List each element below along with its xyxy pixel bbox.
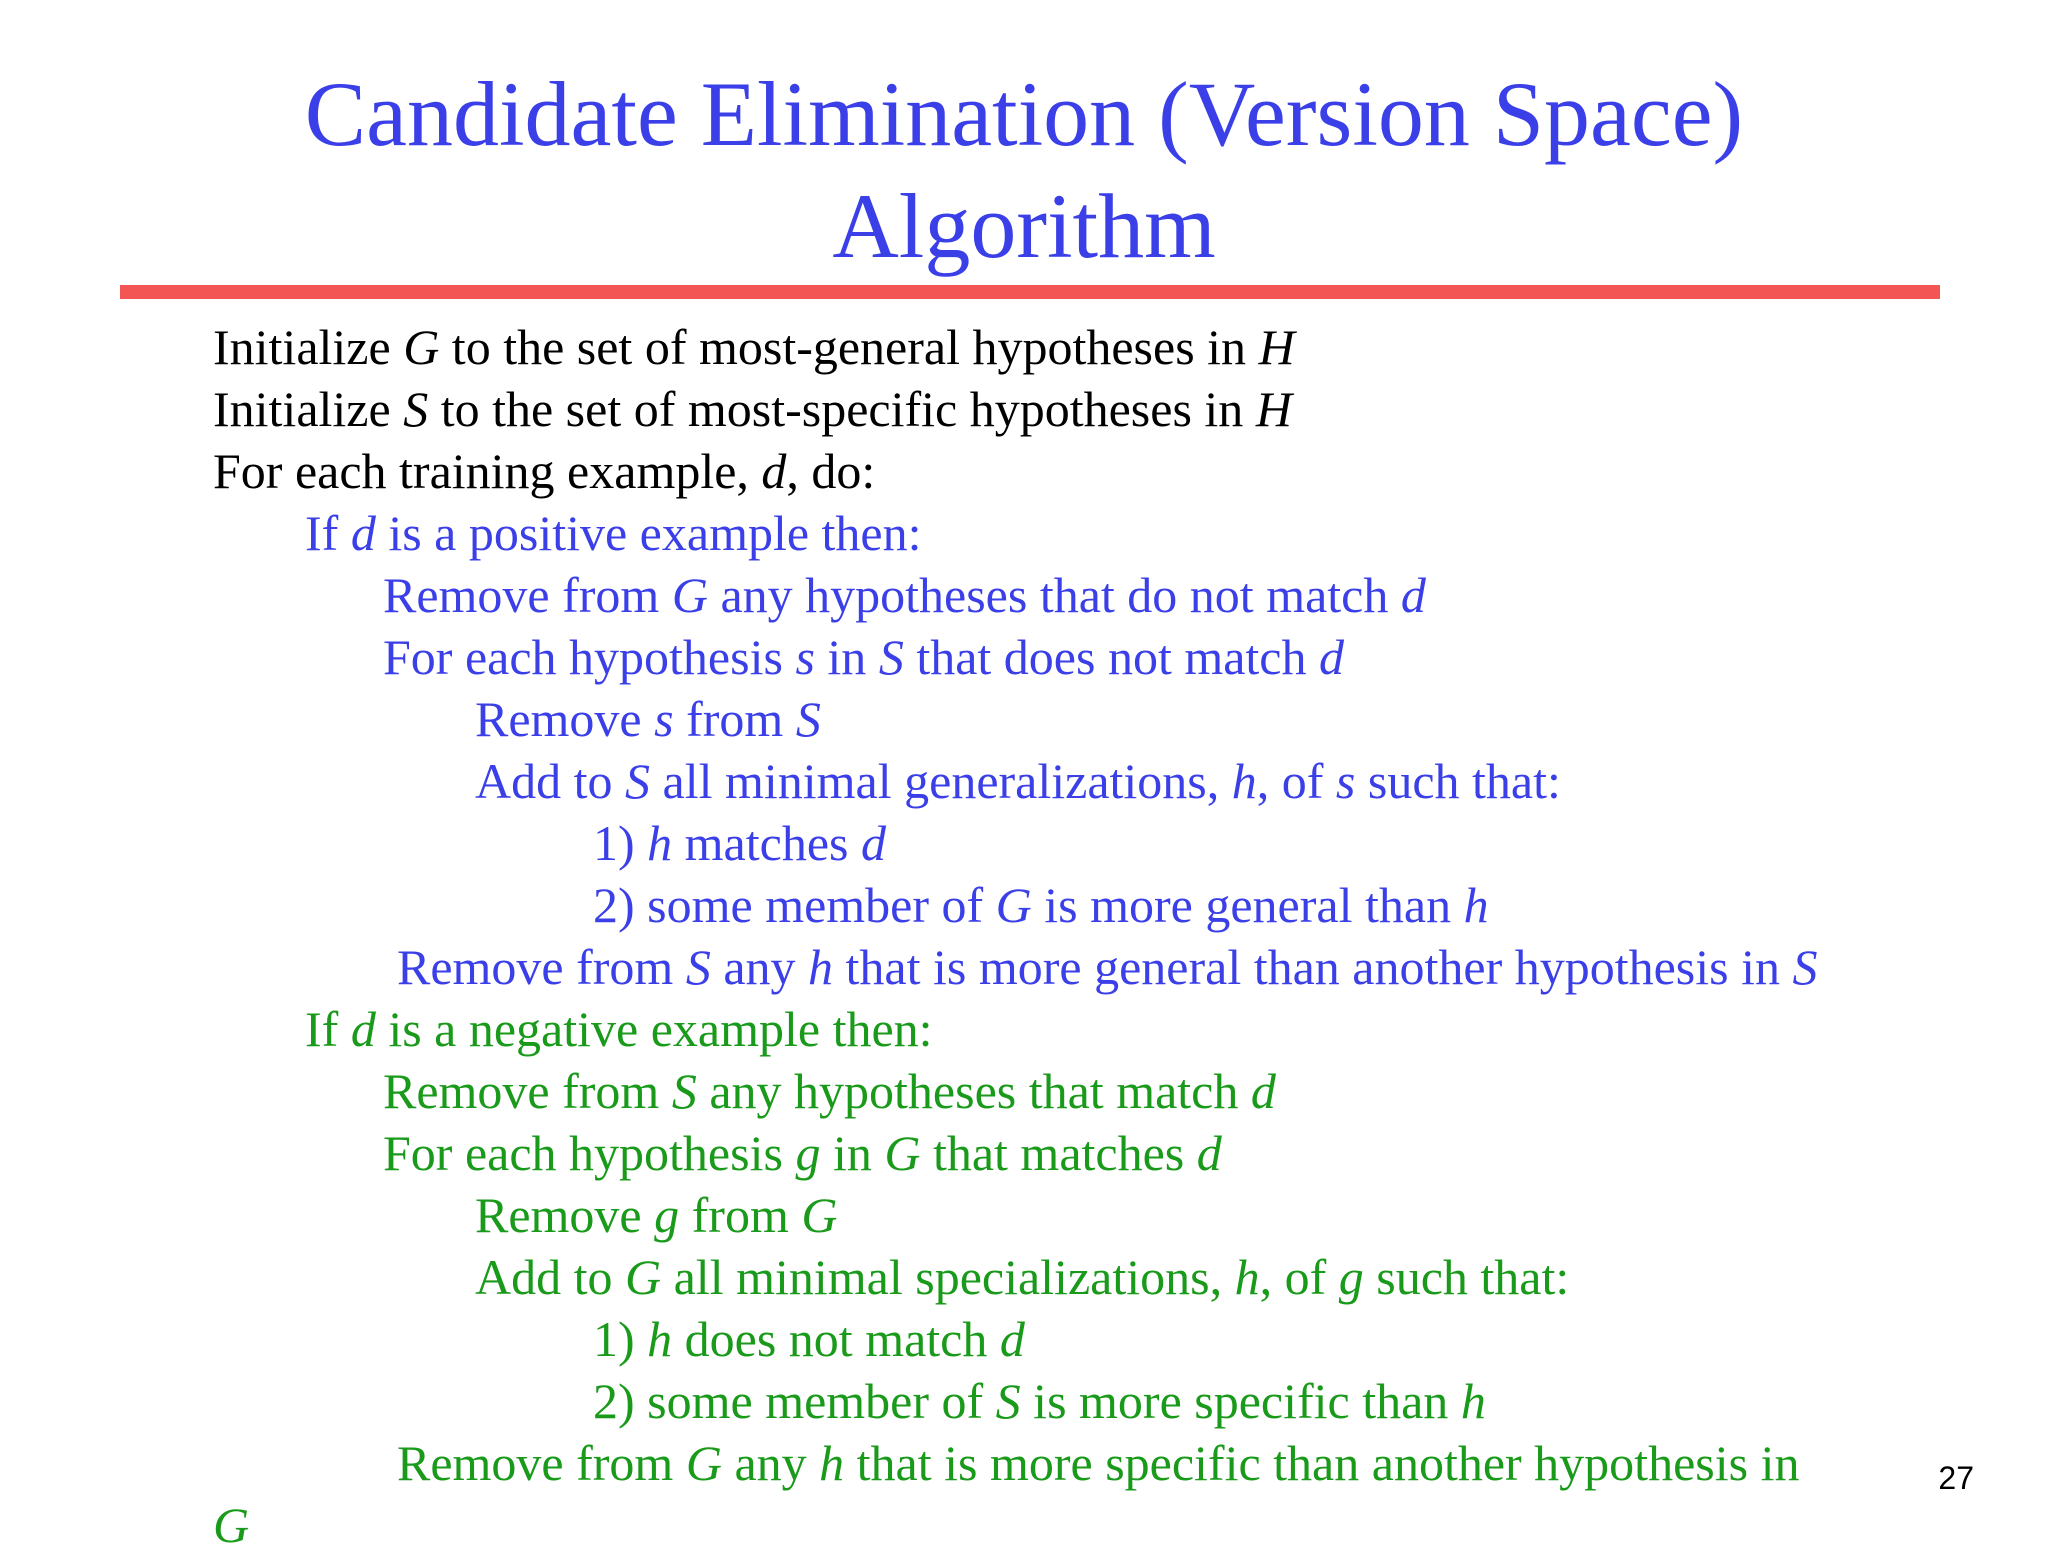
algorithm-line <box>475 691 821 747</box>
variable: s <box>795 629 815 685</box>
line-text: Add to <box>475 1249 625 1305</box>
variable: g <box>795 1125 821 1181</box>
variable: d <box>1319 629 1344 685</box>
variable: d <box>1250 1063 1276 1119</box>
variable: d <box>761 443 787 499</box>
variable: G <box>884 1125 921 1181</box>
line-text: For each hypothesis <box>383 1125 796 1181</box>
line-text: Initialize <box>213 381 404 437</box>
variable: h <box>819 1435 845 1491</box>
variable: d <box>1196 1125 1222 1181</box>
line-text: any <box>721 1435 820 1491</box>
line-text: all minimal generalizations, <box>650 753 1232 809</box>
line-text: , of <box>1256 753 1336 809</box>
variable: G <box>801 1187 838 1243</box>
line-text: Initialize <box>213 319 404 375</box>
line-text: in <box>820 1125 885 1181</box>
line-text: in <box>814 629 879 685</box>
line-text: is more general than <box>1031 877 1464 933</box>
line-text: Remove from <box>397 1435 686 1491</box>
line-text: , of <box>1259 1249 1339 1305</box>
line-text: does not match <box>672 1311 1000 1367</box>
variable: H <box>1255 381 1292 437</box>
algorithm-line <box>305 505 922 561</box>
line-text: from <box>679 1187 802 1243</box>
line-text: any hypotheses that match <box>696 1063 1251 1119</box>
algorithm-line <box>593 1311 1025 1367</box>
variable: h <box>647 1311 673 1367</box>
algorithm-line <box>593 877 1489 933</box>
line-text: 1) <box>593 1311 648 1367</box>
variable: S <box>1792 939 1818 995</box>
variable: g <box>654 1187 680 1243</box>
line-text: 2) some member of <box>593 1373 996 1429</box>
variable: S <box>403 381 429 437</box>
variable: S <box>878 629 904 685</box>
variable: d <box>999 1311 1025 1367</box>
variable: h <box>808 939 834 995</box>
line-text: all minimal specializations, <box>661 1249 1235 1305</box>
line-text: If <box>305 1001 351 1057</box>
line-text: that matches <box>920 1125 1197 1181</box>
line-text: Remove <box>475 691 655 747</box>
algorithm-line <box>213 1497 250 1553</box>
algorithm-line <box>305 1001 933 1057</box>
variable: h <box>1460 1373 1486 1429</box>
algorithm-line <box>213 319 1295 375</box>
line-text: such that: <box>1355 753 1561 809</box>
algorithm-line <box>383 567 1426 623</box>
variable: S <box>685 939 711 995</box>
line-text: that does not match <box>903 629 1319 685</box>
variable: S <box>671 1063 697 1119</box>
variable: h <box>1231 753 1257 809</box>
line-text: For each training example, <box>213 443 762 499</box>
variable: d <box>860 815 886 871</box>
line-text: 1) <box>593 815 648 871</box>
line-text: matches <box>672 815 861 871</box>
line-text: from <box>673 691 796 747</box>
variable: d <box>350 505 376 561</box>
variable: g <box>1338 1249 1364 1305</box>
line-text: Remove <box>475 1187 655 1243</box>
variable: G <box>403 319 440 375</box>
slide-title-line-1: Candidate Elimination (Version Space) <box>304 63 1744 165</box>
line-text: such that: <box>1363 1249 1570 1305</box>
variable: G <box>995 877 1032 933</box>
algorithm-line <box>593 815 886 871</box>
line-text: is a negative example then: <box>375 1001 933 1057</box>
algorithm-line <box>593 1373 1486 1429</box>
line-text: Remove from <box>383 1063 672 1119</box>
line-text: is a positive example then: <box>375 505 922 561</box>
line-text: Add to <box>475 753 625 809</box>
line-text: any hypotheses that do not match <box>707 567 1401 623</box>
variable: h <box>647 815 673 871</box>
variable: h <box>1463 877 1489 933</box>
algorithm-line <box>475 1187 838 1243</box>
line-text: that is more general than another hypothesis in <box>833 939 1793 995</box>
title-divider <box>120 285 1940 299</box>
variable: S <box>625 753 650 809</box>
page-number: 27 <box>1938 1460 1974 1496</box>
algorithm-line <box>383 1063 1276 1119</box>
algorithm-line <box>475 1249 1570 1305</box>
line-text: that is more specific than another hypothesis in <box>844 1435 1800 1491</box>
variable: d <box>350 1001 376 1057</box>
variable: h <box>1234 1249 1260 1305</box>
algorithm-line <box>213 443 876 499</box>
algorithm-line <box>213 381 1292 437</box>
line-text: Remove from <box>397 939 686 995</box>
variable: S <box>795 691 821 747</box>
line-text: 2) some member of <box>593 877 996 933</box>
variable: s <box>654 691 674 747</box>
line-text: to the set of most-specific hypotheses in <box>428 381 1256 437</box>
line-text: , do: <box>786 443 876 499</box>
line-text: Remove from <box>383 567 672 623</box>
line-text: If <box>305 505 351 561</box>
algorithm-line <box>397 1435 1800 1491</box>
variable: G <box>625 1249 662 1305</box>
variable: s <box>1335 753 1356 809</box>
line-text: For each hypothesis <box>383 629 796 685</box>
line-text: any <box>710 939 809 995</box>
algorithm-line <box>383 1125 1222 1181</box>
line-text: is more specific than <box>1020 1373 1461 1429</box>
variable: G <box>685 1435 722 1491</box>
variable: d <box>1400 567 1426 623</box>
variable: H <box>1258 319 1295 375</box>
variable: G <box>213 1497 250 1553</box>
line-text: to the set of most-general hypotheses in <box>439 319 1259 375</box>
algorithm-line <box>475 753 1561 809</box>
variable: S <box>995 1373 1021 1429</box>
algorithm-line <box>397 939 1818 995</box>
slide-title-line-2: Algorithm <box>832 175 1216 277</box>
variable: G <box>671 567 708 623</box>
algorithm-line <box>383 629 1344 685</box>
